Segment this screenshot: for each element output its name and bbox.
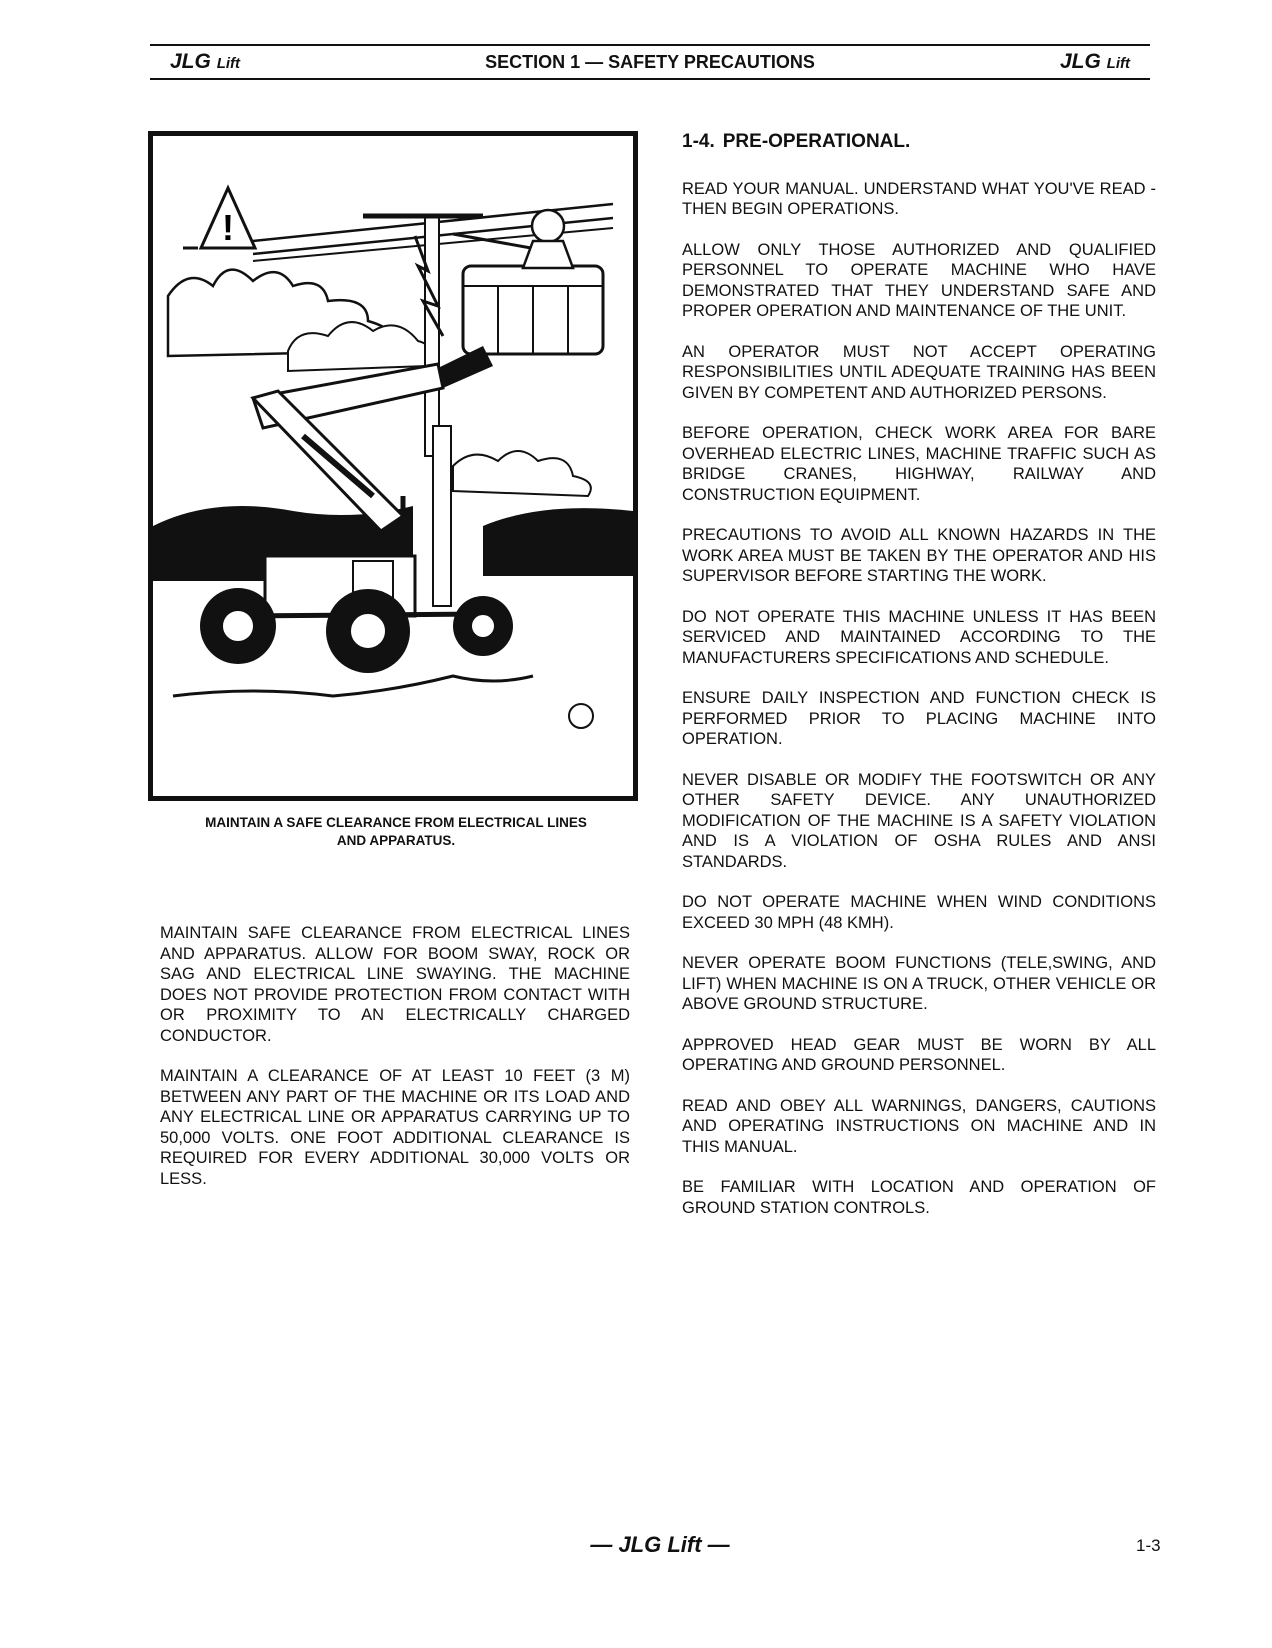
header-brand-left: JLG Lift (170, 50, 241, 73)
paragraph: NEVER DISABLE OR MODIFY THE FOOTSWITCH OR ANY OTHER SAFETY DEVICE. ANY UNAUTHORIZED MODIFICATION OF THE MACHINE IS A SAFETY VIOLATION AND IS A VIOLATION OF OSHA RULES AND ANSI STANDARDS. (682, 770, 1156, 871)
svg-text:!: ! (222, 207, 234, 248)
boom-lift-illustration (153, 136, 633, 796)
section-title-header: SECTION 1 — SAFETY PRECAUTIONS (485, 52, 815, 72)
paragraph: BEFORE OPERATION, CHECK WORK AREA FOR BARE OVERHEAD ELECTRIC LINES, MACHINE TRAFFIC SUCH AS BRIDGE CRANES, HIGHWAY, RAILWAY AND CONSTRUCTION EQUIPMENT. (682, 424, 1156, 504)
paragraph: MAINTAIN A CLEARANCE OF AT LEAST 10 FEET (3 M) BETWEEN ANY PART OF THE MACHINE OR ITS LOAD AND ANY ELECTRICAL LINE OR APPARATUS CARRYING UP TO 50,000 VOLTS. ONE FOOT ADDITIONAL CLEARANCE IS REQUIRED FOR EVERY ADDITIONAL 30,000 VOLTS OR LESS. (160, 1067, 630, 1188)
warning-triangle-icon (183, 188, 255, 248)
paragraph: BE FAMILIAR WITH LOCATION AND OPERATION OF GROUND STATION CONTROLS. (682, 1178, 1156, 1217)
page-number: 1-3 (1136, 1536, 1161, 1555)
paragraph: AN OPERATOR MUST NOT ACCEPT OPERATING RESPONSIBILITIES UNTIL ADEQUATE TRAINING HAS BEEN GIVEN BY COMPETENT AND AUTHORIZED PERSONS. (682, 342, 1156, 402)
paragraph: NEVER OPERATE BOOM FUNCTIONS (TELE,SWING, AND LIFT) WHEN MACHINE IS ON A TRUCK, OTHER VEHICLE OR ABOVE GROUND STRUCTURE. (682, 954, 1156, 1013)
paragraph: ENSURE DAILY INSPECTION AND FUNCTION CHECK IS PERFORMED PRIOR TO PLACING MACHINE INTO OPERATION. (682, 689, 1156, 748)
left-column (160, 923, 630, 1209)
paragraph: DO NOT OPERATE THIS MACHINE UNLESS IT HAS BEEN SERVICED AND MAINTAINED ACCORDING TO THE MANUFACTURERS SPECIFICATIONS AND SCHEDULE. (682, 607, 1156, 667)
paragraph: PRECAUTIONS TO AVOID ALL KNOWN HAZARDS IN THE WORK AREA MUST BE TAKEN BY THE OPERATOR AND HIS SUPERVISOR BEFORE STARTING THE WORK. (682, 526, 1156, 585)
paragraph: ALLOW ONLY THOSE AUTHORIZED AND QUALIFIED PERSONNEL TO OPERATE MACHINE WHO HAVE DEMONSTRATED THAT THEY UNDERSTAND SAFE AND PROPER OPERATION AND MAINTENANCE OF THE UNIT. (682, 240, 1156, 320)
footer-brand: — JLG Lift — (590, 1532, 730, 1557)
header-brand-right: JLG Lift (1059, 50, 1130, 73)
right-column (682, 132, 1156, 1238)
paragraph: MAINTAIN SAFE CLEARANCE FROM ELECTRICAL LINES AND APPARATUS. ALLOW FOR BOOM SWAY, ROCK OR SAG AND ELECTRICAL LINE SWAYING. THE MACHINE DOES NOT PROVIDE PROTECTION FROM CONTACT WITH OR PROXIMITY TO AN ELECTRICALLY CHARGED CONDUCTOR. (160, 924, 630, 1045)
section-heading: 1-4. PRE-OPERATIONAL. (682, 131, 911, 152)
paragraph: DO NOT OPERATE MACHINE WHEN WIND CONDITIONS EXCEED 30 MPH (48 KMH). (682, 893, 1156, 932)
safety-illustration (148, 131, 638, 801)
paragraph: APPROVED HEAD GEAR MUST BE WORN BY ALL OPERATING AND GROUND PERSONNEL. (682, 1035, 1156, 1074)
page-header (150, 44, 1150, 80)
paragraph: READ AND OBEY ALL WARNINGS, DANGERS, CAUTIONS AND OPERATING INSTRUCTIONS ON MACHINE AND IN THIS MANUAL. (682, 1096, 1156, 1156)
figure-caption: MAINTAIN A SAFE CLEARANCE FROM ELECTRICAL LINES AND APPARATUS. (205, 815, 587, 848)
paragraph: READ YOUR MANUAL. UNDERSTAND WHAT YOU'VE READ - THEN BEGIN OPERATIONS. (682, 179, 1156, 218)
